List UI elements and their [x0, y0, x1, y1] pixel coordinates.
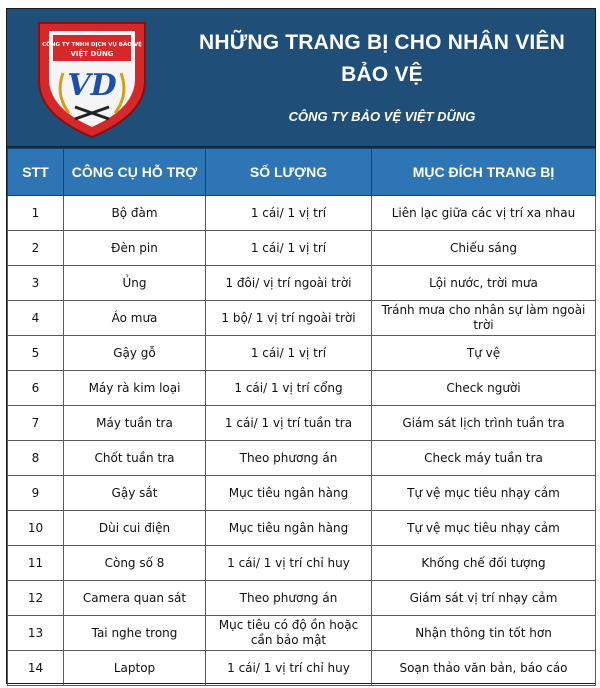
logo-top-text-2: VIỆT DŨNG: [70, 50, 114, 58]
header-banner: [7, 9, 595, 148]
column-header-stt: STT: [8, 149, 64, 196]
cell-tool: Gậy sắt: [64, 476, 206, 511]
cell-stt: 1: [8, 196, 64, 231]
table-row: [8, 616, 596, 651]
cell-stt: 3: [8, 266, 64, 301]
company-subtitle: CÔNG TY BẢO VỆ VIỆT DŨNG: [288, 109, 476, 124]
cell-quantity: 1 cái/ 1 vị trí: [206, 336, 372, 371]
cell-stt: 9: [8, 476, 64, 511]
title-line-1: NHỮNG TRANG BỊ CHO NHÂN VIÊN: [198, 31, 566, 54]
column-header-tool: CÔNG CỤ HỖ TRỢ: [64, 149, 206, 196]
cell-tool: Tai nghe trong: [64, 616, 206, 651]
table-row: [8, 651, 596, 686]
cell-purpose: Chiếu sáng: [372, 231, 596, 266]
cell-tool: Camera quan sát: [64, 581, 206, 616]
cell-stt: 13: [8, 616, 64, 651]
cell-purpose: Lội nước, trời mưa: [372, 266, 596, 301]
table-row: [8, 406, 596, 441]
cell-purpose: Nhận thông tin tốt hơn: [372, 616, 596, 651]
table-row: [8, 266, 596, 301]
cell-quantity: 1 cái/ 1 vị trí chỉ huy: [206, 651, 372, 686]
cell-purpose: Giám sát lịch trình tuần tra: [372, 406, 596, 441]
cell-purpose: Tự vệ mục tiêu nhạy cảm: [372, 476, 596, 511]
table-row: [8, 581, 596, 616]
cell-quantity: 1 cái/ 1 vị trí: [206, 196, 372, 231]
table-row: [8, 231, 596, 266]
logo-monogram: VD: [67, 68, 117, 103]
table-row: [8, 441, 596, 476]
cell-tool: Máy tuần tra: [64, 406, 206, 441]
cell-quantity: Mục tiêu ngân hàng: [206, 511, 372, 546]
cell-stt: 11: [8, 546, 64, 581]
cell-stt: 7: [8, 406, 64, 441]
cell-quantity: 1 cái/ 1 vị trí chỉ huy: [206, 546, 372, 581]
cell-quantity: Mục tiêu ngân hàng: [206, 476, 372, 511]
cell-tool: Còng số 8: [64, 546, 206, 581]
cell-tool: Ủng: [64, 266, 206, 301]
cell-purpose: Check máy tuần tra: [372, 441, 596, 476]
table-row: [8, 336, 596, 371]
cell-quantity: Theo phương án: [206, 441, 372, 476]
cell-purpose: Check người: [372, 371, 596, 406]
cell-stt: 8: [8, 441, 64, 476]
cell-quantity: 1 cái/ 1 vị trí: [206, 231, 372, 266]
cell-quantity: 1 cái/ 1 vị trí tuần tra: [206, 406, 372, 441]
cell-quantity: Mục tiêu có độ ồn hoặc cần bảo mật: [206, 616, 372, 651]
cell-tool: Dùi cui điện: [64, 511, 206, 546]
equipment-sheet: [6, 8, 596, 684]
cell-tool: Chốt tuần tra: [64, 441, 206, 476]
cell-tool: Bộ đàm: [64, 196, 206, 231]
cell-stt: 10: [8, 511, 64, 546]
cell-purpose: Giám sát vị trí nhạy cảm: [372, 581, 596, 616]
cell-purpose: Soạn thảo văn bản, báo cáo: [372, 651, 596, 686]
cell-stt: 12: [8, 581, 64, 616]
table-header-row: [8, 149, 596, 196]
cell-quantity: 1 đôi/ vị trí ngoài trời: [206, 266, 372, 301]
cell-tool: Laptop: [64, 651, 206, 686]
table-row: [8, 476, 596, 511]
page-title: [177, 27, 587, 91]
column-header-purpose: MỤC ĐÍCH TRANG BỊ: [372, 149, 596, 196]
equipment-table: [7, 148, 596, 686]
cell-tool: Đèn pin: [64, 231, 206, 266]
cell-tool: Gậy gỗ: [64, 336, 206, 371]
cell-quantity: Theo phương án: [206, 581, 372, 616]
table-row: [8, 511, 596, 546]
cell-purpose: Khống chế đối tượng: [372, 546, 596, 581]
cell-quantity: 1 cái/ 1 vị trí cổng: [206, 371, 372, 406]
cell-stt: 14: [8, 651, 64, 686]
table-row: [8, 301, 596, 336]
table-row: [8, 196, 596, 231]
company-logo-shield-icon: [29, 15, 155, 139]
cell-quantity: 1 bộ/ 1 vị trí ngoài trời: [206, 301, 372, 336]
column-header-quantity: SỐ LƯỢNG: [206, 149, 372, 196]
cell-purpose: Liên lạc giữa các vị trí xa nhau: [372, 196, 596, 231]
cell-tool: Máy rà kim loại: [64, 371, 206, 406]
cell-tool: Áo mưa: [64, 301, 206, 336]
cell-stt: 2: [8, 231, 64, 266]
cell-purpose: Tự vệ mục tiêu nhạy cảm: [372, 511, 596, 546]
logo-top-text-1: CÔNG TY TNHH DỊCH VỤ BẢO VỆ: [42, 42, 142, 48]
cell-purpose: Tránh mưa cho nhân sự làm ngoài trời: [372, 301, 596, 336]
cell-stt: 5: [8, 336, 64, 371]
cell-purpose: Tự vệ: [372, 336, 596, 371]
cell-stt: 4: [8, 301, 64, 336]
title-line-2: BẢO VỆ: [341, 63, 423, 86]
table-row: [8, 371, 596, 406]
cell-stt: 6: [8, 371, 64, 406]
table-row: [8, 546, 596, 581]
